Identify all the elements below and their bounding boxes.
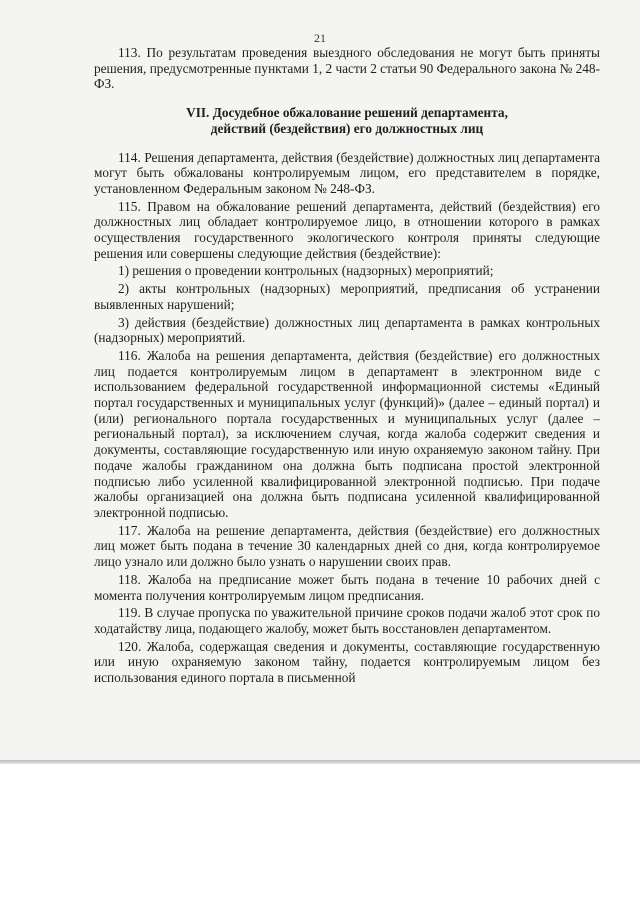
page-number: 21 [314,31,326,45]
section-title-line-1: VII. Досудебное обжалование решений департамента, [186,105,508,121]
paragraph-118: 118. Жалоба на предписание может быть подана в течение 10 рабочих дней с момента получения контролируемым лицом предписания. [94,571,600,603]
paragraph-116: 116. Жалоба на решения департамента, действия (бездействие) его должностных лиц подается контролируемым лицом в департамент в электронном виде с использованием федеральной государственной информационной системы «Единый портал государственных и муниципальных услуг (функций)» (далее – единый портал) и (или) регионального портала государственных и муниципальных услуг (далее – региональный портал), за исключением случая, когда жалоба содержит сведения и документы, составляющие государственную или иную охраняемую законом тайну. При подаче жалобы гражданином она должна быть подписана простой электронной подписью либо усиленной квалифицированной электронной подписью. При подаче жалобы организацией она должна быть подписана усиленной квалифицированной электронной подписью. [94,347,600,520]
paragraph-119: 119. В случае пропуска по уважительной причине сроков подачи жалоб этот срок по ходатайству лица, подающего жалобу, может быть восстановлен департаментом. [94,605,600,636]
paragraph-120: 120. Жалоба, содержащая сведения и документы, составляющие государственную или иную охраняемую законом тайну, подается контролируемым лицом без использования единого портала в письменной [94,638,600,686]
list-item-2: 2) акты контрольных (надзорных) мероприятий, предписания об устранении выявленных нарушений; [94,281,600,312]
section-title [94,105,600,136]
paragraph-115: 115. Правом на обжалование решений департамента, действий (бездействия) его должностных лиц обладает контролируемое лицо, в отношении которого в рамках осуществления государственного экологического контроля приняты следующие решения или совершены следующие действия (бездействие): [94,198,600,261]
list-item-3: 3) действия (бездействие) должностных лиц департамента в рамках контрольных (надзорных) мероприятий. [94,314,600,346]
paragraph-114: 114. Решения департамента, действия (бездействие) должностных лиц департамента могут быть обжалованы контролируемым лицом, его представителем в порядке, установленном Федеральным законом № 248-ФЗ. [94,149,600,196]
list-item-1: 1) решения о проведении контрольных (надзорных) мероприятий; [118,263,494,279]
document-body [94,45,600,688]
section-title-line-2: действий (бездействия) его должностных лиц [210,120,484,136]
scan-edge [0,760,640,764]
paragraph-117: 117. Жалоба на решение департамента, действия (бездействие) его должностных лиц может быть подана в течение 30 календарных дней со дня, когда контролируемое лицо узнало или должно было узнать о нарушении своих прав. [94,522,600,570]
paragraph-113: 113. По результатам проведения выездного обследования не могут быть приняты решения, предусмотренные пунктами 1, 2 части 2 статьи 90 Федерального закона № 248-ФЗ. [94,45,600,92]
